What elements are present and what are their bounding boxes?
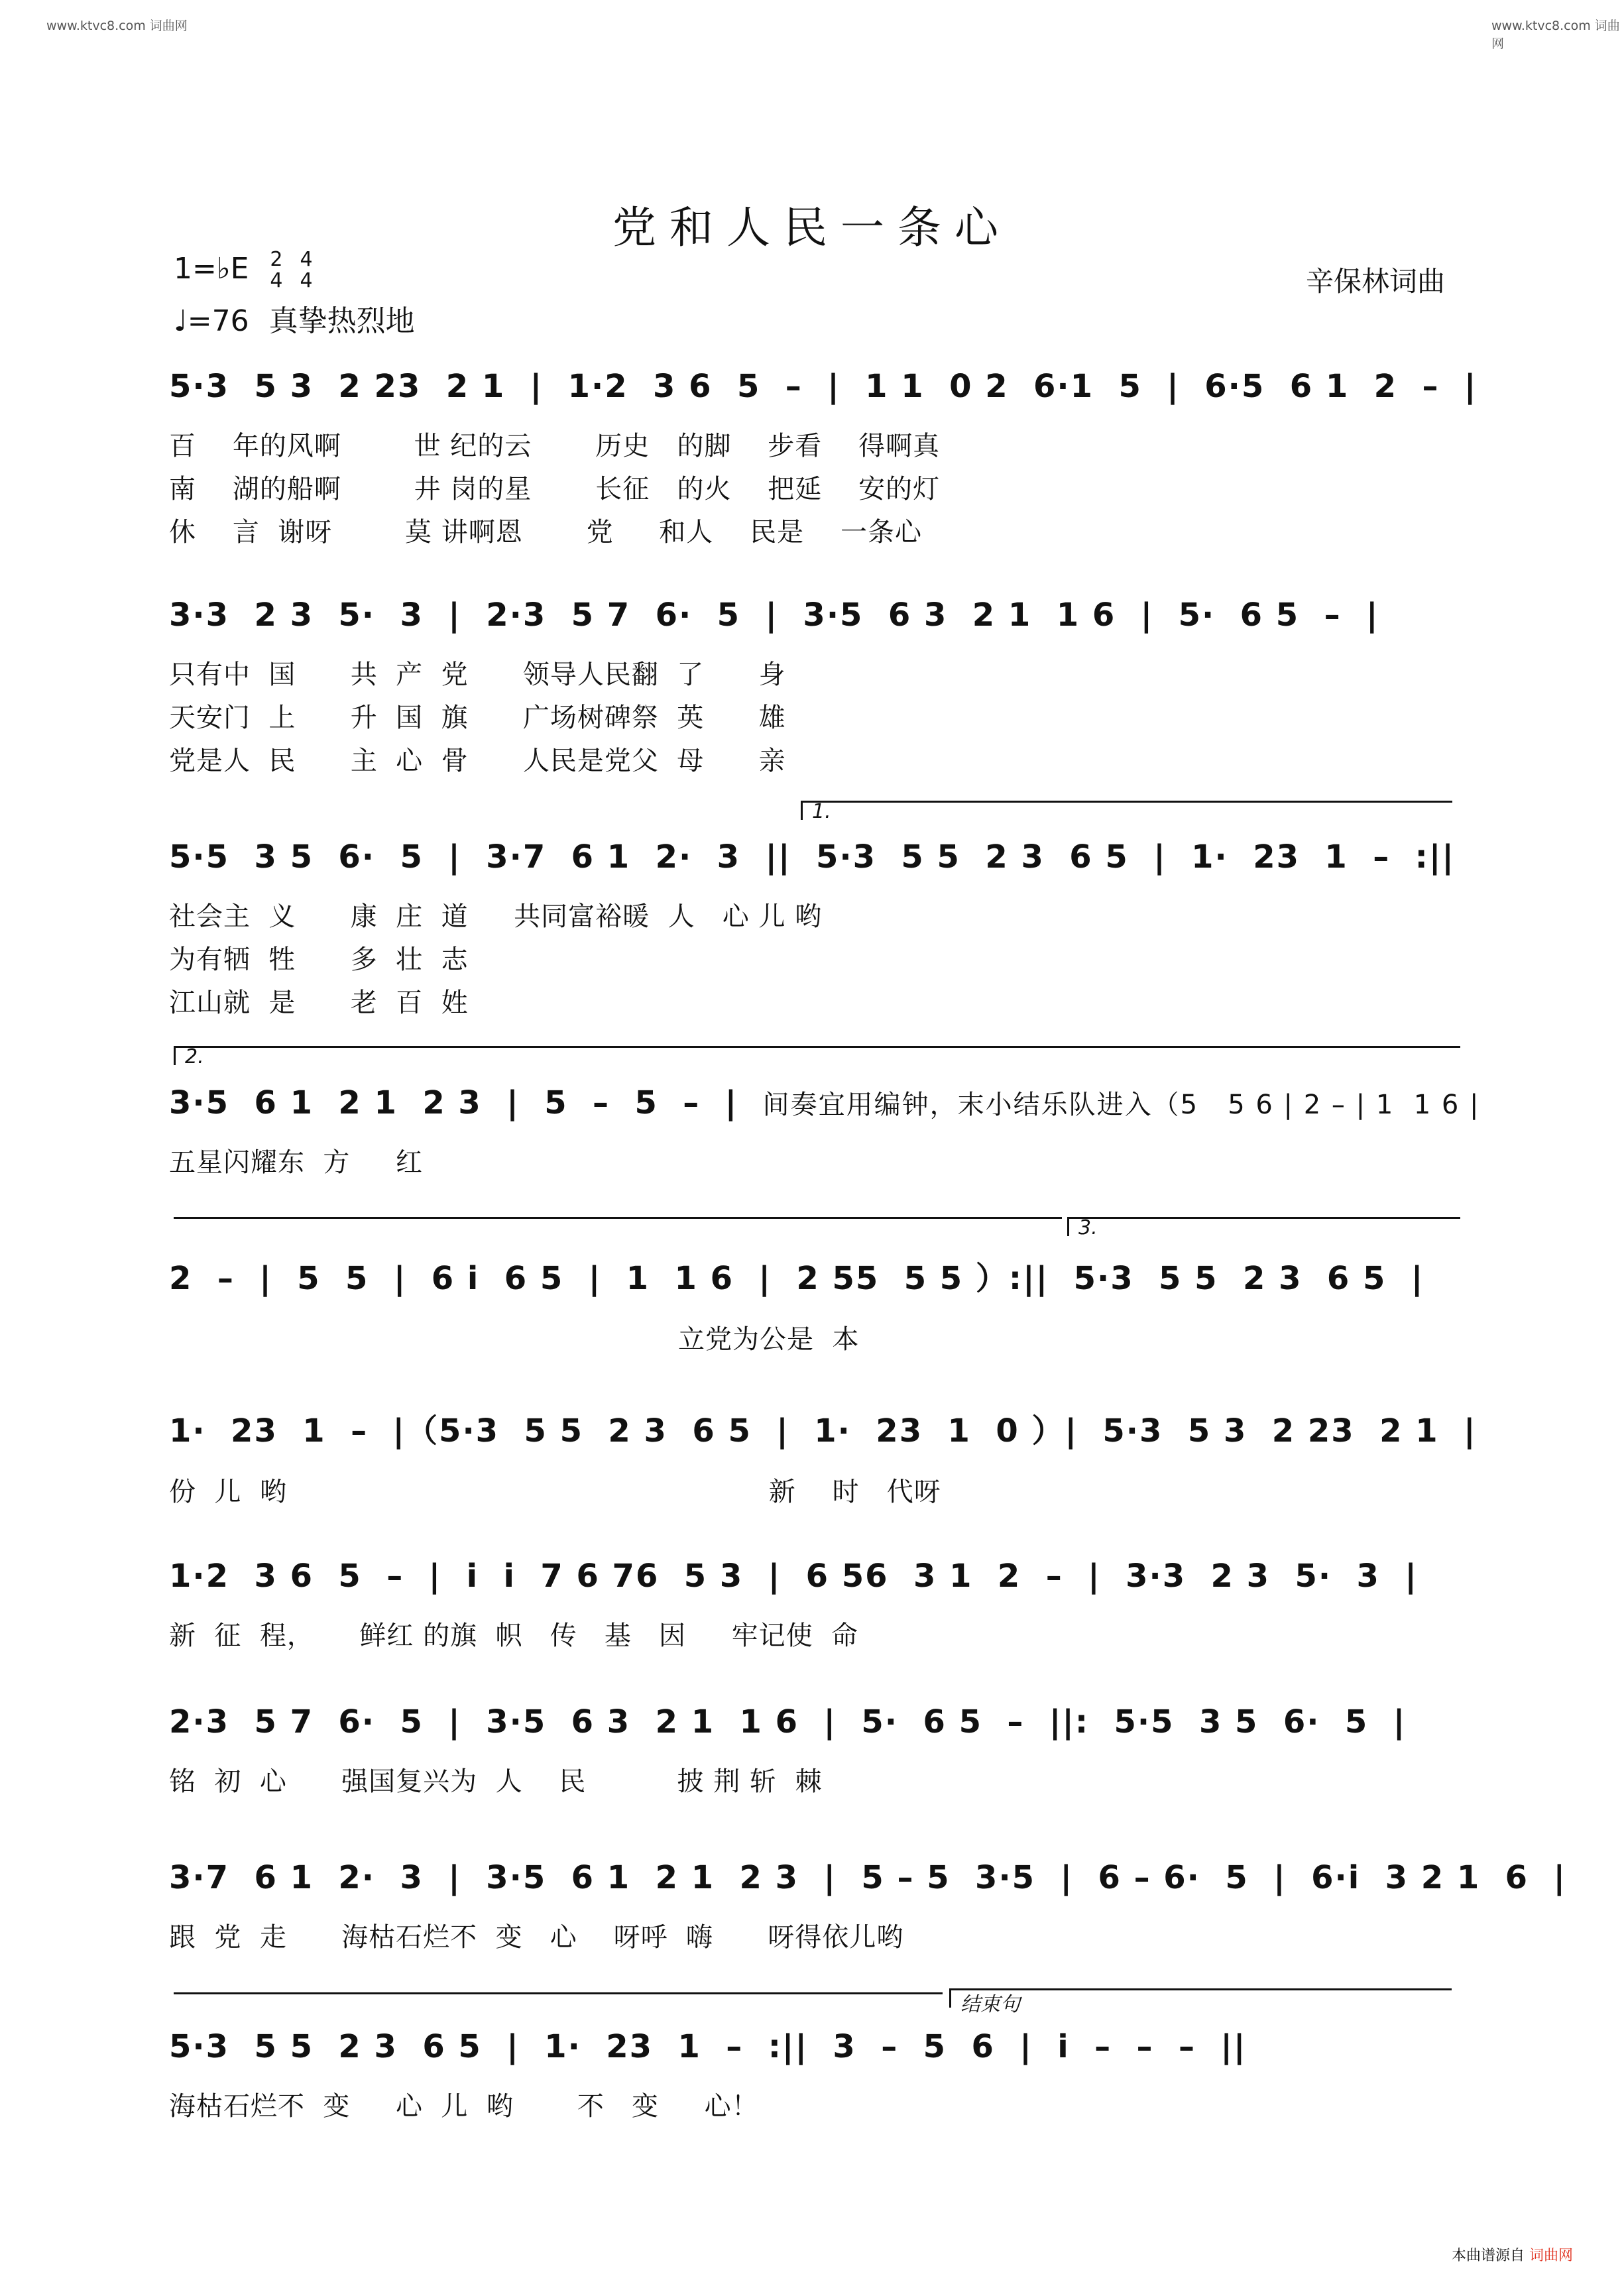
notation-notes: 3·5 6 1 2 1 2 3 | 5 – 5 – |	[169, 1084, 738, 1121]
source-footer	[1452, 2244, 1573, 2265]
notation-line: 5·3 5 5 2 3 6 5 | 1· 23 1 – :|| 3 – 5 6 | i – – – ||	[169, 2028, 1247, 2065]
meter-2-4: 2 4	[270, 248, 283, 292]
notation-line: 1·2 3 6 5 – | i i 7 6 76 5 3 | 6 56 3 1 2 – | 3·3 2 3 5· 3 |	[169, 1558, 1418, 1595]
lyric-line-1: 立党为公是 本	[169, 1324, 860, 1355]
system-4	[169, 1084, 1480, 1179]
volta-bracket-2-continue	[174, 1217, 1062, 1219]
lyric-line-3: 休 言 谢呀 莫 讲啊恩 党 和人 民是 一条心	[169, 517, 923, 547]
system-7	[169, 1558, 1462, 1652]
lyric-line-3: 江山就 是 老 百 姓	[169, 988, 469, 1018]
lyric-line-2: 天安门 上 升 国 旗 广场树碑祭 英 雄	[169, 703, 786, 733]
lyric-line-2: 南 湖的船啊 井 岗的星 长征 的火 把延 安的灯	[169, 474, 941, 504]
right-margin-strip	[1608, 0, 1620, 2284]
interlude-note: 间奏宜用编钟，末小结乐队进入（5 5 6 | 2 – | 1 1 6 |	[762, 1090, 1480, 1120]
system-8	[169, 1703, 1462, 1798]
composer-credit: 辛保林词曲	[1306, 265, 1446, 298]
lyric-line-1: 新 征 程， 鲜红 的旗 帜 传 基 因 牢记使 命	[169, 1621, 859, 1651]
notation-line: 3·3 2 3 5· 3 | 2·3 5 7 6· 5 | 3·5 6 3 2 1 1 6 | 5· 6 5 – |	[169, 597, 1379, 634]
volta-bracket-2	[174, 1045, 1460, 1068]
song-title: 党和人民一条心	[612, 202, 1012, 253]
tempo-line	[174, 297, 415, 339]
volta-label: 结束句	[960, 1993, 1020, 2016]
lyric-line-1: 铭 初 心 强国复兴为 人 民 披 荆 斩 棘	[169, 1766, 823, 1797]
notation-line: 1· 23 1 – |（5·3 5 5 2 3 6 5 | 1· 23 1 0 ）| 5·3 5 3 2 23 2 1 |	[169, 1412, 1477, 1450]
volta-bracket-final-first	[174, 1992, 943, 1994]
lyric-line-3: 党是人 民 主 心 骨 人民是党父 母 亲	[169, 746, 786, 776]
system-9	[169, 1859, 1566, 1954]
lyric-line-1: 百 年的风啊 世 纪的云 历史 的脚 步看 得啊真	[169, 431, 941, 461]
tempo-mark: ♩=76	[174, 304, 249, 338]
lyric-line-1: 五星闪耀东 方 红	[169, 1147, 424, 1178]
lyric-line-1: 社会主 义 康 庄 道 共同富裕暖 人 心 儿 哟	[169, 901, 823, 932]
system-5	[169, 1253, 1462, 1356]
notation-line	[169, 1084, 1480, 1121]
lyric-line-1: 份 儿 哟 新 时 代呀	[169, 1477, 941, 1507]
meter-4-4: 4 4	[300, 248, 313, 292]
system-3	[169, 838, 1462, 1019]
lyric-line-1: 跟 党 走 海枯石烂不 变 心 呀呼 嗨 呀得依儿哟	[169, 1922, 904, 1953]
volta-label: 3.	[1078, 1216, 1098, 1239]
source-brand-link[interactable]: 词曲网	[1529, 2248, 1574, 2264]
source-prefix: 本曲谱源自	[1452, 2248, 1525, 2264]
notation-line: 2 – | 5 5 | 6 i 6 5 | 1 1 6 | 2 55 5 5 ）:|| 5·3 5 5 2 3 6 5 |	[169, 1260, 1424, 1297]
system-10	[169, 2028, 1462, 2123]
key-signature	[174, 249, 313, 292]
site-watermark-left: www.ktvc8.com 词曲网	[46, 19, 188, 33]
lyric-line-1: 只有中 国 共 产 党 领导人民翻 了 身	[169, 659, 786, 690]
volta-label: 1.	[812, 800, 831, 823]
site-watermark-right: www.ktvc8.com 词曲网	[1491, 19, 1620, 51]
system-6	[169, 1405, 1477, 1509]
expression-mark: 真挚热烈地	[268, 304, 415, 338]
left-margin-strip	[4, 0, 16, 2284]
notation-line: 2·3 5 7 6· 5 | 3·5 6 3 2 1 1 6 | 5· 6 5 – ||: 5·5 3 5 6· 5 |	[169, 1703, 1407, 1741]
key-label: 1=♭E	[174, 252, 249, 286]
system-1	[169, 368, 1478, 549]
system-2	[169, 597, 1462, 777]
notation-line: 3·7 6 1 2· 3 | 3·5 6 1 2 1 2 3 | 5 – 5 3·5 | 6 – 6· 5 | 6·i 3 2 1 6 |	[169, 1859, 1566, 1896]
notation-line: 5·5 3 5 6· 5 | 3·7 6 1 2· 3 || 5·3 5 5 2 3 6 5 | 1· 23 1 – :||	[169, 838, 1455, 876]
volta-bracket-1	[801, 800, 1452, 823]
volta-label: 2.	[185, 1045, 204, 1068]
volta-bracket-3	[1067, 1216, 1460, 1239]
volta-bracket-coda	[949, 1988, 1452, 2016]
notation-line: 5·3 5 3 2 23 2 1 | 1·2 3 6 5 – | 1 1 0 2 6·1 5 | 6·5 6 1 2 – |	[169, 368, 1478, 405]
lyric-line-2: 为有牺 牲 多 壮 志	[169, 944, 469, 975]
lyric-line-1: 海枯石烂不 变 心 儿 哟 不 变 心！	[169, 2091, 759, 2122]
